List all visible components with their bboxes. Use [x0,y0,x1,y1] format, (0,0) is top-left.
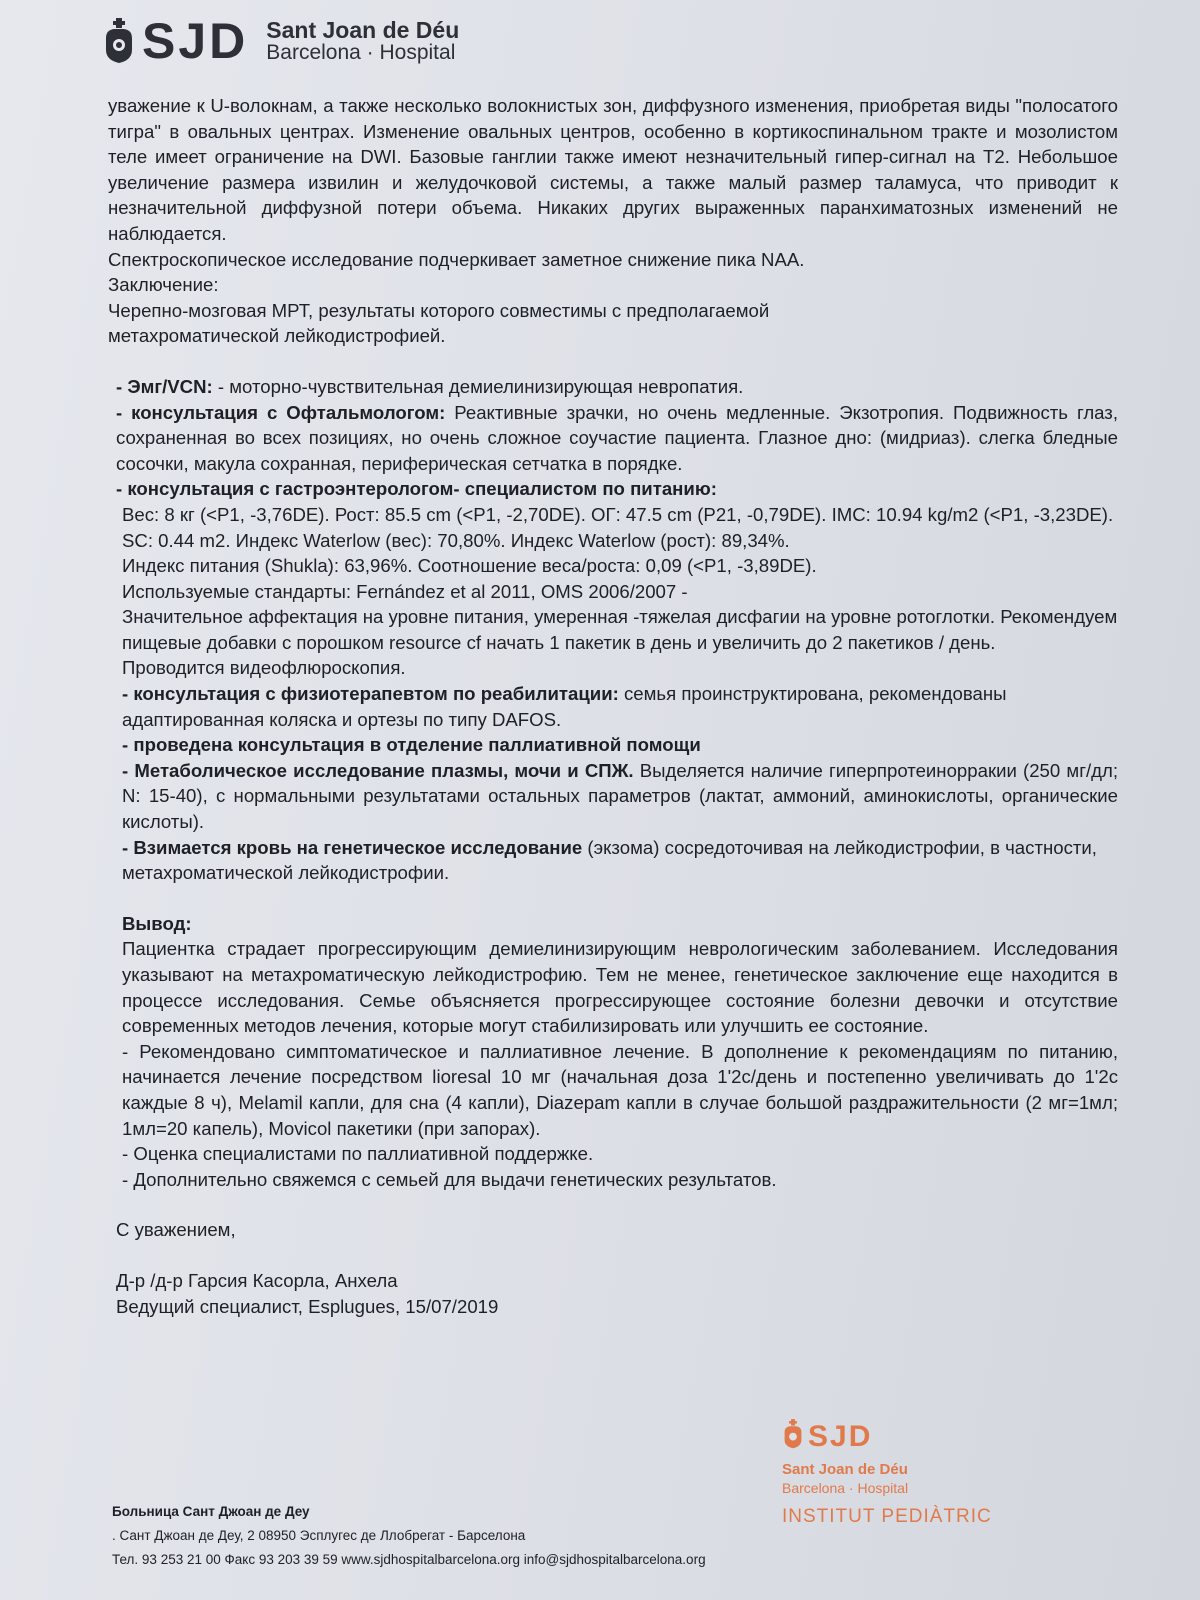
stamp-emblem-icon [782,1418,804,1455]
emg-text: - моторно-чувствительная демиелинизирующая невропатия. [212,375,744,397]
stamp-abbreviation: SJD [808,1419,873,1453]
physio-paragraph [108,681,1118,732]
spectroscopy-paragraph: Спектроскопическое исследование подчеркивает заметное снижение пика NAA. [108,248,805,270]
report-body [108,93,1118,1319]
physio-label: - консультация с физиотерапевтом по реабилитации: [122,683,619,705]
ophthalmology-text: Реактивные зрачки, но очень медленные. Экзотропия. Подвижность глаз, сохраненная во всех позициях, но очень сложное соучастие пациента. Глазное дно: (мидриаз). слегка бледные сосочки, макула сохранная, периферическая сетчатка в порядке. [116,401,1118,474]
mri-conclusion-line-2: метахроматической лейкодистрофией. [108,325,446,347]
metabolic-label: - Метаболическое исследование плазмы, мочи и СПЖ. [122,759,634,781]
logo-hospital-name: Sant Joan de Déu [266,16,460,43]
ophthalmology-label: - консультация с Офтальмологом: [116,401,446,423]
hospital-logo [102,6,459,76]
sjd-emblem-icon [102,18,136,64]
metabolic-text: Выделяется наличие гиперпротеинорракии (250 мг/дл; N: 15-40), с нормальными результатами остальных параметров (лактат, аммоний, аминокислоты, органические кислоты). [122,759,1119,833]
conclusion-palliative: - Оценка специалистами по паллиативной поддержке. [122,1143,594,1165]
metabolic-paragraph [108,758,1118,835]
conclusion-summary: Пациентка страдает прогрессирующим демиелинизирующим неврологическим заболеванием. Исследования указывают на метахроматическую лейкодистрофию. Тем не менее, генетическое заключение еще находится в процессе исследования. Семье объясняется прогрессирующее состояние болезни девочки и отсутствие современных методов лечения, которые могут стабилизировать или улучшить ее состояние. [122,938,1118,1037]
footer-contacts: Тел. 93 253 21 00 Факс 93 203 39 59 www.sjdhospitalbarcelona.org info@sjdhospitalbarcelona.org [112,1552,706,1567]
stamp-hospital-city: Barcelona · Hospital [782,1480,909,1496]
genetic-label: - Взимается кровь на генетическое исследование [122,836,583,858]
palliative-consult: - проведена консультация в отделение паллиативной помощи [122,734,701,756]
stamp-institute: INSTITUT PEDIÀTRIC [782,1506,992,1527]
signer-role: Ведущий специалист, Esplugues, 15/07/2019 [116,1295,499,1317]
gastro-standards: Используемые стандарты: Fernández et al 2011, OMS 2006/2007 - [122,580,688,602]
gastro-heading: - консультация с гастроэнтерологом- специалистом по питанию: [116,478,717,500]
gastro-nutrition-index: Индекс питания (Shukla): 63,96%. Соотношение веса/роста: 0,09 (<P1, -3,89DE). [122,555,817,577]
conclusion-genetic-followup: - Дополнительно свяжемся с семьей для выдачи генетических результатов. [122,1168,777,1190]
stamp-hospital-name: Sant Joan de Déu [782,1461,908,1478]
institute-stamp [782,1418,1042,1568]
genetic-text: (экзома) сосредоточивая на лейкодистрофии, в частности, метахроматической лейкодистрофии. [122,836,1097,884]
mri-conclusion-line-1: Черепно-мозговая МРТ, результаты которого совместимы с предполагаемой [108,299,770,321]
footer-hospital-name: Больница Сант Джоан де Деу [112,1504,310,1519]
emg-paragraph [108,374,1118,400]
logo-abbreviation: SJD [142,13,249,69]
genetic-paragraph [108,835,1118,886]
closing-regards: С уважением, [116,1219,236,1241]
physio-text: семья проинструктирована, рекомендованы адаптированная коляска и ортезы по типу DAFOS. [122,683,1007,730]
conclusion-treatment: - Рекомендовано симптоматическое и паллиативное лечение. В дополнение к рекомендациям по питанию, начинается лечение посредством lioresal 10 мг (начальная доза 1'2с/день и постепенно увеличивать до 1'2с каждые 8 ч), Melamil капли, для сна (4 капли), Diazepam капли в случае большой раздражительности (2 мг=1мл; 1мл=20 капель), Movicol пакетики (при запорах). [122,1040,1118,1139]
gastro-videofluoroscopy: Проводится видеофлюроскопия. [122,657,406,679]
mri-findings-paragraph: уважение к U-волокнам, а также несколько волокнистых зон, диффузного изменения, приобретая виды "полосатого тигра" в овальных центрах. Изменение овальных центров, особенно в кортикоспинальном тракте и мозолистом теле имеет ограничение на DWI. Базовые ганглии также имеют незначительный гипер-сигнал на T2. Небольшое увеличение размера извилин и желудочковой системы, а также малый размер таламуса, что приводит к незначительной диффузной потери объема. Никаких других выраженных паранхиматозных изменений не наблюдается. [108,95,1118,244]
footer-address: . Сант Джоан де Деу, 2 08950 Эсплугес де Ллобрегат - Барселона [112,1528,526,1543]
hospital-footer [112,1500,832,1572]
conclusion-title: Вывод: [122,912,192,934]
emg-label: - Эмг/VCN: [116,375,213,397]
signer-name: Д-р /д-р Гарсия Касорла, Анхела [116,1269,398,1291]
ophthalmology-paragraph [108,400,1118,477]
gastro-recommendation: Значительное аффектация на уровне питания, умеренная -тяжелая дисфагии на уровне ротоглотки. Рекомендуем пищевые добавки с порошком resource cf начать 1 пакетик в день и увеличить до 2 пакетиков / день. [122,606,1118,653]
logo-hospital-city: Barcelona · Hospital [266,41,456,65]
mri-conclusion-heading: Заключение: [108,274,219,296]
gastro-measurements: Вес: 8 кг (<P1, -3,76DE). Рост: 85.5 cm (<P1, -2,70DE). ОГ: 47.5 cm (P21, -0,79DE). IMC: 10.94 kg/m2 (<P1, -3,23DE). SC: 0.44 m2. Индекс Waterlow (вес): 70,80%. Индекс Waterlow (рост): 89,34%. [122,503,1114,551]
